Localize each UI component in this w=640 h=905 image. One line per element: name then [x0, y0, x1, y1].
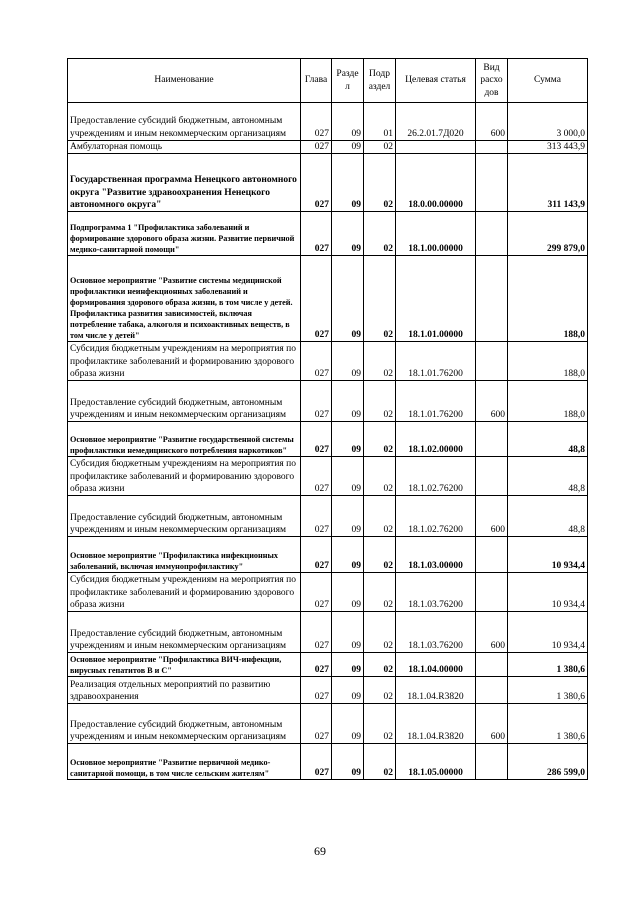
cell-sum: 188,0: [508, 342, 588, 381]
budget-table: [67, 58, 588, 780]
cell-chapter: 027: [301, 573, 332, 612]
cell-article: 18.0.00.00000: [396, 154, 476, 212]
cell-article: 18.1.03.00000: [396, 537, 476, 573]
cell-subsection: 02: [364, 537, 396, 573]
table-row: [68, 612, 588, 653]
cell-section: 09: [332, 744, 364, 780]
cell-section: 09: [332, 677, 364, 704]
cell-sum: 313 443,9: [508, 141, 588, 154]
cell-expense-type: [476, 422, 508, 457]
cell-sum: 48,8: [508, 422, 588, 457]
cell-subsection: 02: [364, 381, 396, 422]
cell-name: Предоставление субсидий бюджетным, автономным учреждениям и иным некоммерческим организациям: [68, 496, 301, 537]
cell-section: 09: [332, 573, 364, 612]
cell-subsection: 01: [364, 103, 396, 141]
cell-chapter: 027: [301, 537, 332, 573]
cell-subsection: 02: [364, 704, 396, 744]
cell-chapter: 027: [301, 422, 332, 457]
cell-sum: 1 380,6: [508, 677, 588, 704]
header-name: Наименование: [68, 59, 301, 103]
cell-chapter: 027: [301, 154, 332, 212]
cell-expense-type: [476, 573, 508, 612]
cell-sum: 48,8: [508, 496, 588, 537]
cell-section: 09: [332, 154, 364, 212]
cell-section: 09: [332, 537, 364, 573]
cell-expense-type: [476, 457, 508, 496]
cell-name: Амбулаторная помощь: [68, 141, 301, 154]
cell-expense-type: 600: [476, 381, 508, 422]
header-chapter: Глава: [301, 59, 332, 103]
cell-article: 18.1.01.76200: [396, 381, 476, 422]
cell-expense-type: 600: [476, 103, 508, 141]
cell-section: 09: [332, 422, 364, 457]
cell-name: Основное мероприятие "Профилактика ВИЧ-инфекции, вирусных гепатитов В и С": [68, 653, 301, 677]
cell-chapter: 027: [301, 103, 332, 141]
cell-name: Реализация отдельных мероприятий по развитию здравоохранения: [68, 677, 301, 704]
cell-subsection: 02: [364, 496, 396, 537]
cell-expense-type: 600: [476, 612, 508, 653]
cell-chapter: 027: [301, 212, 332, 256]
cell-chapter: 027: [301, 141, 332, 154]
cell-section: 09: [332, 212, 364, 256]
cell-subsection: 02: [364, 342, 396, 381]
cell-section: 09: [332, 141, 364, 154]
cell-section: 09: [332, 704, 364, 744]
cell-sum: 1 380,6: [508, 653, 588, 677]
table-row: [68, 212, 588, 256]
cell-sum: 286 599,0: [508, 744, 588, 780]
page-number: 69: [314, 844, 326, 858]
cell-expense-type: 600: [476, 704, 508, 744]
cell-expense-type: [476, 677, 508, 704]
cell-expense-type: [476, 141, 508, 154]
cell-subsection: 02: [364, 653, 396, 677]
cell-article: 18.1.01.76200: [396, 342, 476, 381]
cell-subsection: 02: [364, 422, 396, 457]
cell-subsection: 02: [364, 612, 396, 653]
cell-section: 09: [332, 457, 364, 496]
cell-article: 18.1.05.00000: [396, 744, 476, 780]
cell-article: 18.1.02.76200: [396, 457, 476, 496]
table-row: [68, 744, 588, 780]
cell-section: 09: [332, 342, 364, 381]
cell-chapter: 027: [301, 704, 332, 744]
cell-article: [396, 141, 476, 154]
cell-sum: 3 000,0: [508, 103, 588, 141]
cell-name: Субсидия бюджетным учреждениям на мероприятия по профилактике заболеваний и формированию здорового образа жизни: [68, 342, 301, 381]
cell-article: 18.1.04.00000: [396, 653, 476, 677]
table-row: [68, 381, 588, 422]
cell-article: 18.1.03.76200: [396, 573, 476, 612]
cell-expense-type: [476, 154, 508, 212]
table-row: [68, 653, 588, 677]
cell-subsection: 02: [364, 677, 396, 704]
cell-name: Основное мероприятие "Профилактика инфекционных заболеваний, включая иммунопрофилактику": [68, 537, 301, 573]
cell-name: Подпрограмма 1 "Профилактика заболеваний и формирование здорового образа жизни. Развитие первичной медико-санитарной помощи": [68, 212, 301, 256]
table-row: [68, 537, 588, 573]
cell-section: 09: [332, 256, 364, 342]
cell-article: 26.2.01.7Д020: [396, 103, 476, 141]
cell-section: 09: [332, 612, 364, 653]
cell-chapter: 027: [301, 744, 332, 780]
table-row: [68, 154, 588, 212]
cell-article: 18.1.04.R3820: [396, 704, 476, 744]
cell-sum: 188,0: [508, 381, 588, 422]
table-row: [68, 141, 588, 154]
table-row: [68, 457, 588, 496]
cell-article: 18.1.00.00000: [396, 212, 476, 256]
table-row: [68, 103, 588, 141]
header-row: [68, 59, 588, 103]
header-article: Целевая статья: [396, 59, 476, 103]
table-row: [68, 677, 588, 704]
cell-sum: 1 380,6: [508, 704, 588, 744]
cell-name: Основное мероприятие "Развитие системы медицинской профилактики неинфекционных заболеваний и формирования здорового образа жизни, в том числе у детей. Профилактика развития зависимостей, включая потребление табака, алкоголя и психоактивных веществ, в том числе у детей": [68, 256, 301, 342]
cell-expense-type: 600: [476, 496, 508, 537]
cell-section: 09: [332, 653, 364, 677]
cell-chapter: 027: [301, 653, 332, 677]
cell-name: Основное мероприятие "Развитие первичной медико-санитарной помощи, в том числе сельским жителям": [68, 744, 301, 780]
cell-article: 18.1.04.R3820: [396, 677, 476, 704]
cell-name: Основное мероприятие "Развитие государственной системы профилактики немедицинского потребления наркотиков": [68, 422, 301, 457]
cell-subsection: 02: [364, 457, 396, 496]
cell-chapter: 027: [301, 457, 332, 496]
cell-article: 18.1.01.00000: [396, 256, 476, 342]
cell-sum: 10 934,4: [508, 612, 588, 653]
cell-chapter: 027: [301, 256, 332, 342]
cell-article: 18.1.02.00000: [396, 422, 476, 457]
cell-subsection: 02: [364, 141, 396, 154]
cell-section: 09: [332, 496, 364, 537]
cell-subsection: 02: [364, 154, 396, 212]
table-row: [68, 573, 588, 612]
cell-article: 18.1.03.76200: [396, 612, 476, 653]
cell-sum: 10 934,4: [508, 573, 588, 612]
header-subsection: Подр аздел: [364, 59, 396, 103]
cell-name: Предоставление субсидий бюджетным, автономным учреждениям и иным некоммерческим организациям: [68, 704, 301, 744]
cell-name: Предоставление субсидий бюджетным, автономным учреждениям и иным некоммерческим организациям: [68, 381, 301, 422]
cell-sum: 48,8: [508, 457, 588, 496]
cell-expense-type: [476, 744, 508, 780]
table-row: [68, 704, 588, 744]
cell-expense-type: [476, 537, 508, 573]
cell-expense-type: [476, 342, 508, 381]
cell-sum: 188,0: [508, 256, 588, 342]
cell-chapter: 027: [301, 381, 332, 422]
cell-subsection: 02: [364, 573, 396, 612]
table-row: [68, 256, 588, 342]
cell-subsection: 02: [364, 256, 396, 342]
table-row: [68, 342, 588, 381]
cell-article: 18.1.02.76200: [396, 496, 476, 537]
cell-chapter: 027: [301, 342, 332, 381]
header-expense-type: Вид расхо дов: [476, 59, 508, 103]
header-sum: Сумма: [508, 59, 588, 103]
cell-expense-type: [476, 212, 508, 256]
cell-name: Предоставление субсидий бюджетным, автономным учреждениям и иным некоммерческим организациям: [68, 103, 301, 141]
cell-subsection: 02: [364, 744, 396, 780]
header-section: Разде л: [332, 59, 364, 103]
cell-sum: 311 143,9: [508, 154, 588, 212]
cell-section: 09: [332, 381, 364, 422]
cell-name: Предоставление субсидий бюджетным, автономным учреждениям и иным некоммерческим организациям: [68, 612, 301, 653]
cell-expense-type: [476, 256, 508, 342]
cell-name: Государственная программа Ненецкого автономного округа "Развитие здравоохранения Ненецкого автономного округа": [68, 154, 301, 212]
cell-chapter: 027: [301, 612, 332, 653]
cell-subsection: 02: [364, 212, 396, 256]
table-row: [68, 496, 588, 537]
cell-sum: 10 934,4: [508, 537, 588, 573]
table-row: [68, 422, 588, 457]
cell-name: Субсидия бюджетным учреждениям на мероприятия по профилактике заболеваний и формированию здорового образа жизни: [68, 457, 301, 496]
cell-sum: 299 879,0: [508, 212, 588, 256]
cell-chapter: 027: [301, 496, 332, 537]
cell-name: Субсидия бюджетным учреждениям на мероприятия по профилактике заболеваний и формированию здорового образа жизни: [68, 573, 301, 612]
cell-expense-type: [476, 653, 508, 677]
cell-chapter: 027: [301, 677, 332, 704]
cell-section: 09: [332, 103, 364, 141]
